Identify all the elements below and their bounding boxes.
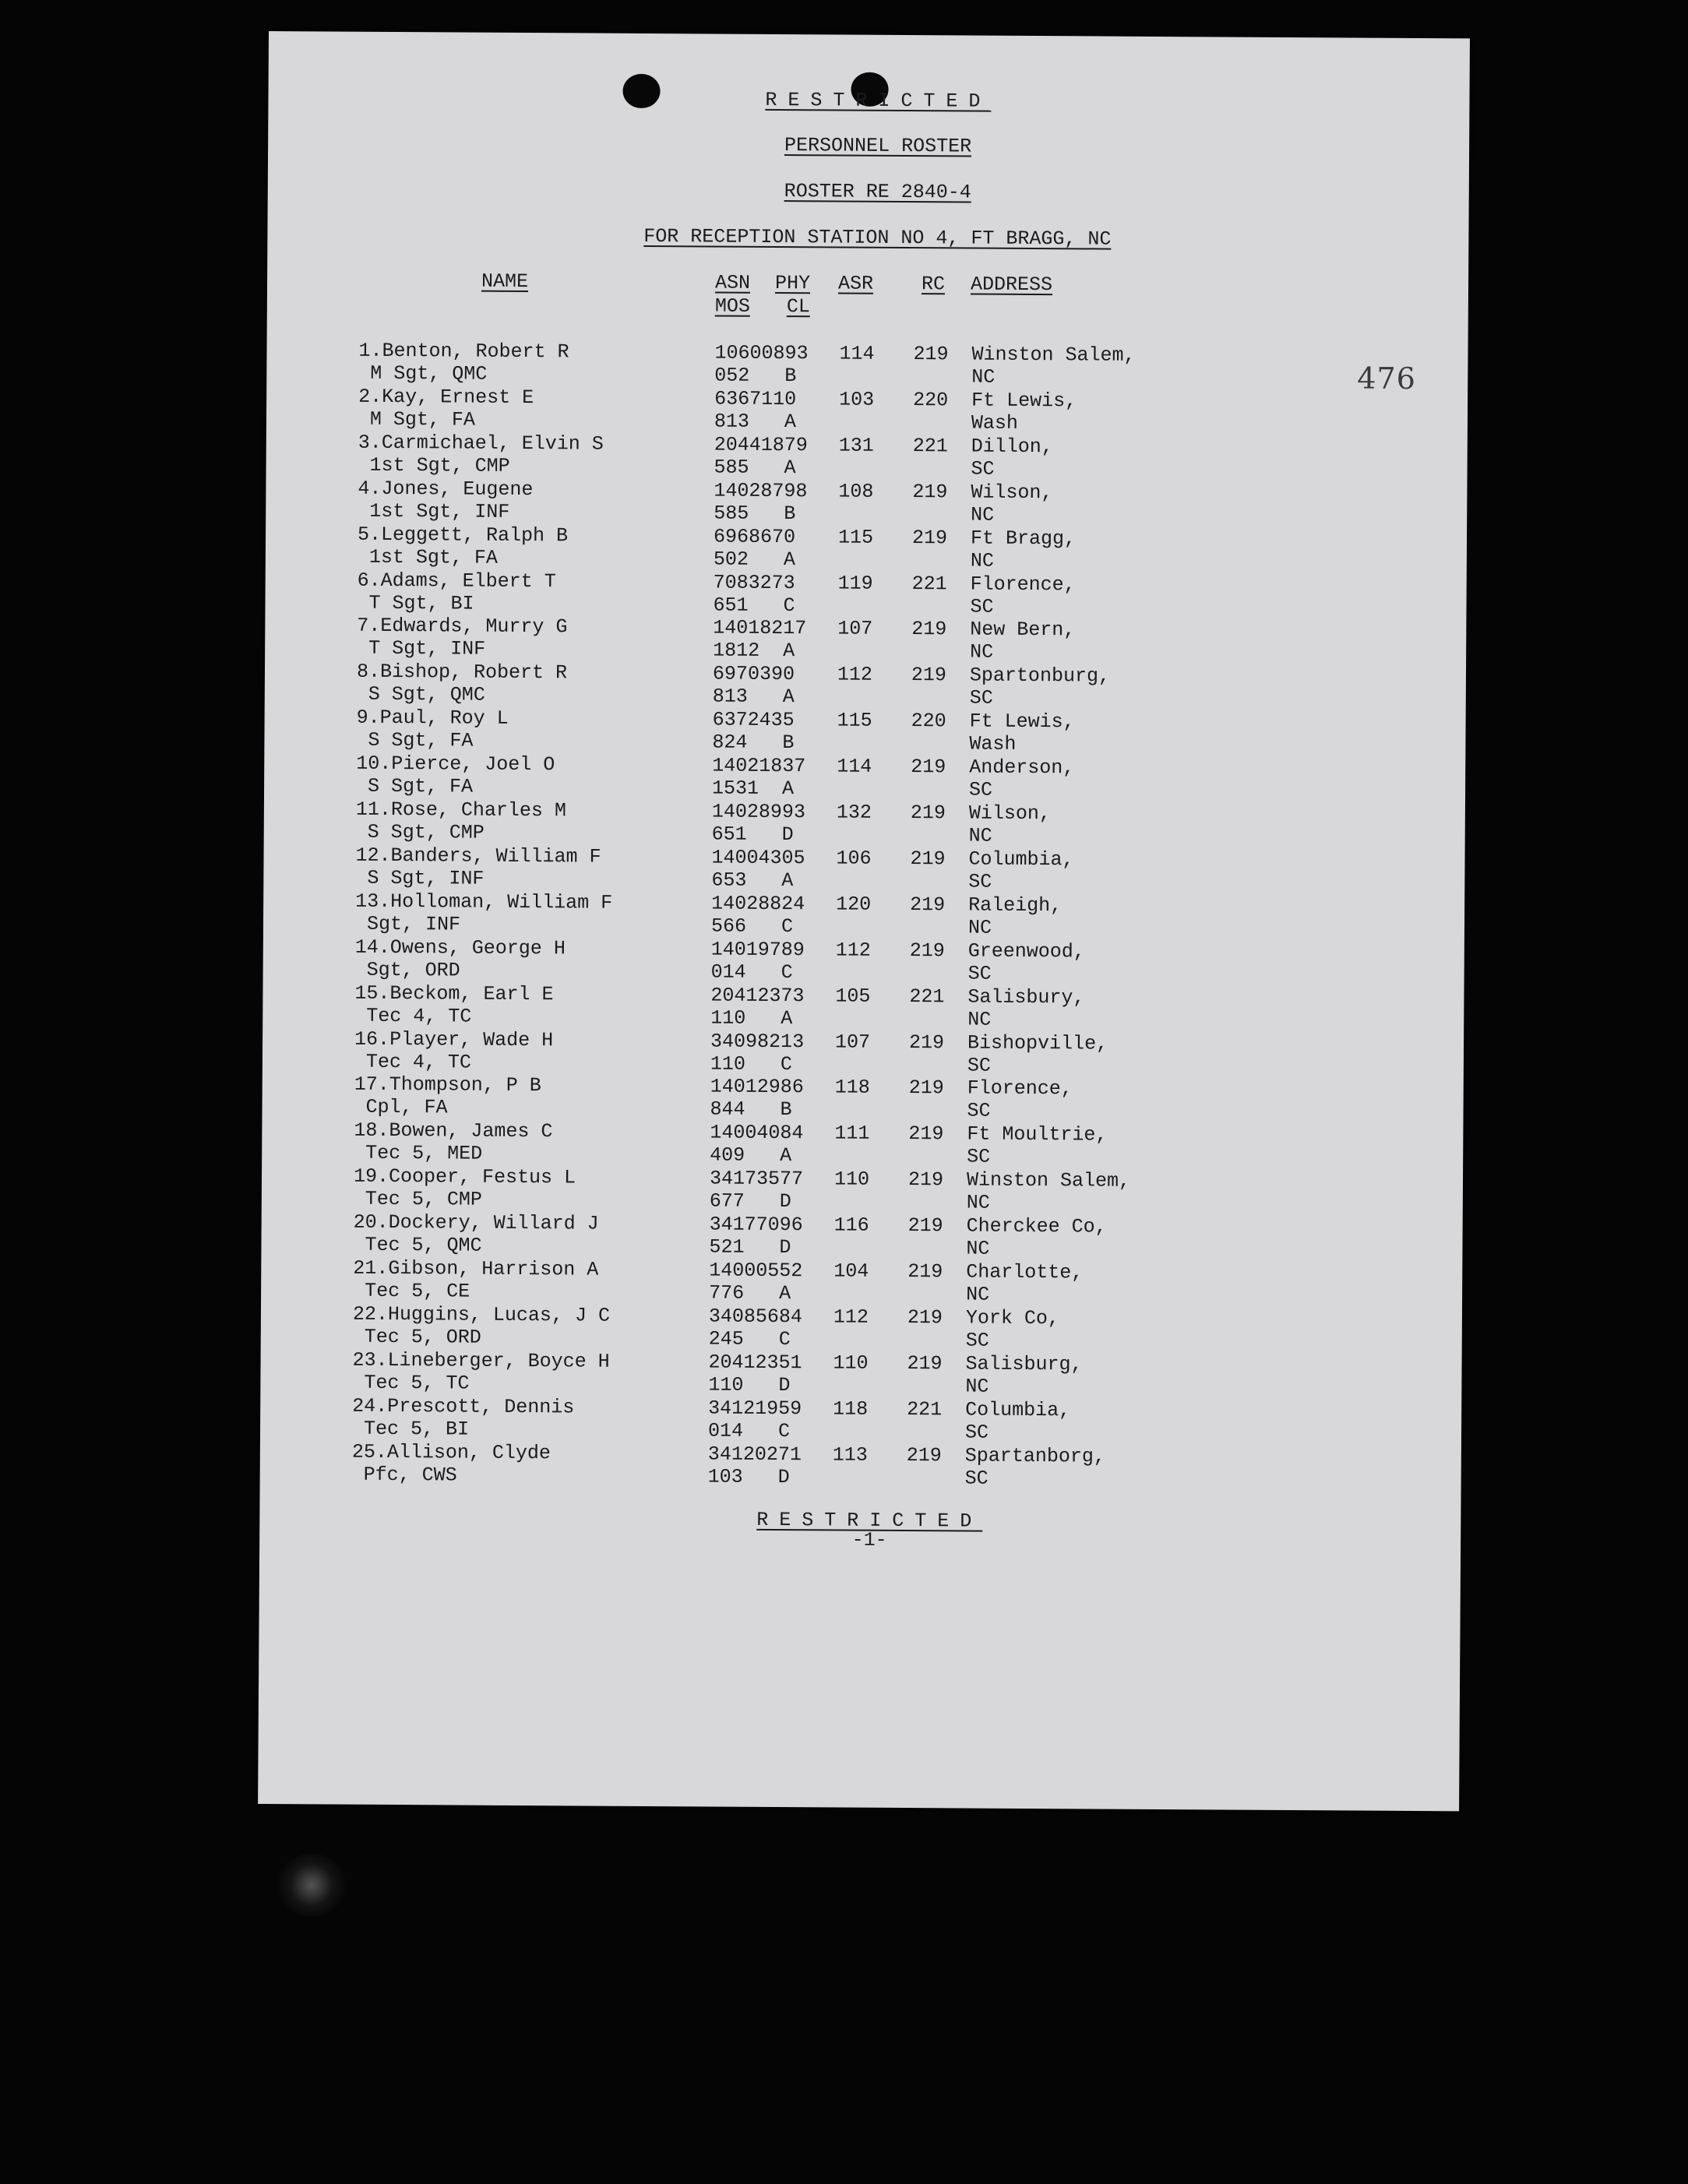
entry-name: 18.Bowen, James C <box>354 1118 553 1143</box>
table-row <box>266 385 1468 437</box>
entry-address-state: SC <box>969 686 993 710</box>
entry-address: Ft Bragg, <box>970 527 1077 550</box>
entry-asn: 34085684 <box>708 1305 803 1329</box>
table-row <box>265 568 1466 620</box>
entry-rc: 219 <box>908 1122 944 1146</box>
entry-asr: 112 <box>833 1305 869 1329</box>
entry-mos: 052 <box>714 364 750 387</box>
entry-rc: 220 <box>913 388 949 412</box>
entry-address: Ft Moultrie, <box>967 1122 1108 1147</box>
entry-asr: 111 <box>834 1122 870 1146</box>
entry-phy: A <box>781 868 794 893</box>
classification-top: RESTRICTED <box>765 88 992 113</box>
entry-name: 6.Adams, Elbert T <box>357 569 556 593</box>
entry-rc: 219 <box>908 1076 944 1100</box>
entry-asn: 14028993 <box>711 800 806 824</box>
entry-rc: 221 <box>907 1397 943 1421</box>
entry-rank: S Sgt, FA <box>368 728 474 752</box>
entry-mos: 1531 <box>711 777 759 800</box>
entry-rc: 219 <box>910 801 946 825</box>
entry-rc: 219 <box>911 756 946 779</box>
entry-asr: 112 <box>837 663 873 687</box>
entry-mos: 813 <box>712 685 748 709</box>
entry-asn: 14000552 <box>709 1259 803 1283</box>
entry-asr: 116 <box>833 1214 869 1237</box>
entry-name: 16.Player, Wade H <box>354 1027 554 1051</box>
entry-phy: D <box>781 823 794 847</box>
entry-phy: C <box>783 594 795 617</box>
entry-mos: 103 <box>707 1465 743 1488</box>
entry-rank: 1st Sgt, CMP <box>369 453 510 477</box>
entry-phy: A <box>784 410 797 434</box>
table-row <box>260 1394 1461 1446</box>
entry-address: Salisbury, <box>967 985 1085 1009</box>
entry-asr: 132 <box>836 801 872 824</box>
entry-mos: 844 <box>710 1097 745 1122</box>
entry-phy: A <box>783 548 795 571</box>
entry-asn: 20441879 <box>714 433 808 457</box>
entry-address-state: NC <box>966 1283 990 1306</box>
entry-mos: 014 <box>707 1419 744 1442</box>
entry-asr: 112 <box>835 939 871 962</box>
entry-name: 7.Edwards, Murry G <box>357 615 568 639</box>
entry-asr: 118 <box>834 1076 870 1100</box>
entry-phy: C <box>781 914 794 938</box>
entry-mos: 1812 <box>713 639 760 663</box>
table-row <box>264 798 1465 850</box>
entry-address-state: SC <box>967 1099 991 1123</box>
entry-address-state: NC <box>971 503 995 527</box>
page-number: -1- <box>851 1528 887 1552</box>
entry-asn: 6372435 <box>712 708 795 732</box>
table-row <box>264 706 1465 758</box>
entry-address-state: SC <box>964 1421 989 1444</box>
table-row <box>266 339 1468 391</box>
entry-rc: 219 <box>906 1443 942 1467</box>
entry-address: Cherckee Co, <box>966 1214 1107 1238</box>
entry-address-state: NC <box>967 1008 992 1031</box>
entry-asr: 115 <box>837 709 872 732</box>
entry-address: New Bern, <box>970 618 1076 642</box>
entry-address: York Co, <box>965 1306 1060 1330</box>
table-row <box>266 431 1468 483</box>
entry-mos: 566 <box>710 914 747 938</box>
entry-phy: C <box>778 1327 791 1351</box>
table-row <box>261 1302 1462 1354</box>
entry-asr: 107 <box>834 1030 871 1054</box>
entry-rc: 219 <box>910 893 946 917</box>
entry-asn: 34120271 <box>707 1442 802 1466</box>
entry-rank: Tec 5, MED <box>365 1142 483 1165</box>
entry-asr: 113 <box>832 1443 868 1467</box>
entry-address: Florence, <box>970 572 1076 596</box>
entry-mos: 409 <box>710 1143 745 1168</box>
entry-name: 19.Cooper, Festus L <box>353 1164 576 1189</box>
entry-name: 12.Banders, William F <box>355 844 601 868</box>
entry-name: 1.Benton, Robert R <box>358 339 569 364</box>
entry-name: 5.Leggett, Ralph B <box>357 523 569 547</box>
entry-address-state: SC <box>967 1054 992 1077</box>
document-subtitle: FOR RECEPTION STATION NO 4, FT BRAGG, NC <box>643 224 1112 251</box>
table-row <box>263 1027 1464 1079</box>
entry-address: Charlotte, <box>966 1260 1084 1284</box>
entry-address-state: SC <box>967 962 992 985</box>
entry-asr: 114 <box>837 755 872 778</box>
entry-name: 23.Lineberger, Boyce H <box>352 1348 610 1373</box>
entry-asn: 6367110 <box>714 387 797 411</box>
light-flare <box>277 1854 347 1916</box>
entry-asn: 14021837 <box>712 754 806 778</box>
entry-mos: 651 <box>711 823 747 846</box>
entry-asn: 34177096 <box>709 1213 803 1237</box>
entry-rc: 219 <box>912 480 948 504</box>
entry-phy: A <box>781 777 795 801</box>
entry-phy: A <box>780 1144 792 1168</box>
entry-rank: Tec 4, TC <box>365 1050 472 1074</box>
entry-phy: B <box>780 1098 792 1122</box>
entry-asr: 104 <box>833 1259 869 1283</box>
entry-asn: 34173577 <box>709 1167 804 1191</box>
entry-asn: 34121959 <box>708 1397 802 1420</box>
entry-rc: 219 <box>908 1030 945 1054</box>
entry-address-state: SC <box>970 595 994 618</box>
entry-rank: S Sgt, INF <box>367 866 485 890</box>
entry-name: 17.Thompson, P B <box>354 1073 541 1097</box>
entry-rank: M Sgt, QMC <box>370 361 488 386</box>
entry-phy: B <box>784 365 797 388</box>
entry-rank: Pfc, CWS <box>363 1463 457 1487</box>
table-row <box>266 523 1467 575</box>
entry-asr: 103 <box>839 388 875 411</box>
entry-mos: 653 <box>711 868 747 892</box>
entry-mos: 813 <box>714 410 750 433</box>
entry-name: 21.Gibson, Harrison A <box>353 1256 599 1281</box>
entry-asn: 14028824 <box>711 892 805 916</box>
header-mos: MOS <box>714 294 750 318</box>
entry-asr: 108 <box>838 480 874 503</box>
table-row <box>263 844 1464 896</box>
document-title: PERSONNEL ROSTER <box>784 134 972 158</box>
entry-rank: Tec 5, TC <box>364 1371 470 1395</box>
entry-address: Wilson, <box>971 481 1053 504</box>
table-row <box>262 1118 1463 1171</box>
entry-address-state: NC <box>967 916 992 939</box>
entry-rc: 219 <box>911 618 947 641</box>
entry-rank: Tec 5, ORD <box>364 1325 481 1349</box>
table-row <box>262 1164 1463 1217</box>
entry-mos: 502 <box>713 548 749 571</box>
entry-name: 25.Allison, Clyde <box>351 1440 551 1464</box>
entry-asr: 118 <box>833 1397 869 1421</box>
entry-rc: 220 <box>911 710 946 733</box>
entry-rc: 219 <box>907 1168 944 1192</box>
header-asn: ASN <box>714 271 751 294</box>
entry-address: Anderson, <box>969 756 1075 780</box>
entry-name: 10.Pierce, Joel O <box>356 752 555 777</box>
entry-mos: 824 <box>712 731 748 754</box>
entry-asn: 14028798 <box>714 479 808 502</box>
header-asr: ASR <box>837 272 874 295</box>
entry-mos: 245 <box>708 1327 744 1351</box>
entry-address: Salisburg, <box>965 1352 1083 1376</box>
entry-address: Greenwood, <box>967 939 1085 963</box>
entry-rc: 221 <box>912 434 948 458</box>
table-row <box>263 981 1464 1034</box>
entry-address: Ft Lewis, <box>969 710 1075 734</box>
entry-rank: T Sgt, BI <box>368 591 474 615</box>
entry-name: 13.Holloman, William F <box>355 889 613 914</box>
entry-name: 3.Carmichael, Elvin S <box>358 431 604 456</box>
entry-phy: D <box>778 1373 791 1397</box>
entry-name: 22.Huggins, Lucas, J C <box>352 1302 611 1327</box>
table-row <box>266 477 1467 529</box>
entry-address: Spartanborg, <box>964 1444 1105 1468</box>
entry-address-state: SC <box>967 1145 991 1168</box>
roster-id: ROSTER RE 2840-4 <box>784 180 971 204</box>
header-phy: PHY <box>774 271 811 295</box>
header-name: NAME <box>481 269 529 294</box>
entry-rc: 219 <box>909 939 945 963</box>
entry-mos: 110 <box>708 1373 744 1397</box>
entry-address-state: SC <box>971 457 995 481</box>
entry-name: 14.Owens, George H <box>354 935 566 960</box>
entry-rank: 1st Sgt, FA <box>368 545 498 569</box>
entry-address-state: SC <box>968 870 992 893</box>
classification-bottom: RESTRICTED <box>756 1508 983 1533</box>
entry-rank: Tec 4, TC <box>366 1004 472 1028</box>
entry-address-state: NC <box>966 1191 990 1214</box>
entry-phy: D <box>779 1236 791 1259</box>
entry-mos: 014 <box>710 960 746 984</box>
entry-rc: 219 <box>913 343 949 366</box>
entry-rc: 219 <box>907 1305 943 1330</box>
entry-rank: Tec 5, BI <box>363 1417 470 1441</box>
entry-mos: 776 <box>709 1281 745 1305</box>
table-row <box>263 889 1464 942</box>
entry-phy: D <box>777 1465 790 1488</box>
entry-rank: 1st Sgt, INF <box>369 499 510 523</box>
entry-phy: D <box>779 1190 791 1214</box>
entry-address: Winston Salem, <box>971 343 1136 367</box>
entry-address-state: Wash <box>969 732 1017 756</box>
entry-mos: 110 <box>710 1051 746 1076</box>
entry-asr: 119 <box>837 571 873 595</box>
entry-rc: 219 <box>911 664 947 687</box>
table-row <box>265 660 1466 712</box>
entry-address: Spartonburg, <box>969 664 1111 688</box>
entry-name: 4.Jones, Eugene <box>358 477 534 501</box>
entry-asn: 6968670 <box>713 525 796 548</box>
entry-rc: 219 <box>911 526 948 549</box>
entry-asn: 14004305 <box>711 846 805 870</box>
entry-rank: Sgt, INF <box>366 912 461 936</box>
entry-rank: S Sgt, FA <box>367 774 474 798</box>
entry-address: Wilson, <box>968 801 1052 826</box>
entry-address-state: NC <box>971 365 996 389</box>
table-row <box>260 1440 1461 1492</box>
entry-asn: 14012986 <box>710 1075 804 1099</box>
entry-rank: Tec 5, CMP <box>365 1187 482 1211</box>
entry-rank: Tec 5, QMC <box>365 1233 482 1257</box>
entry-asn: 7083273 <box>713 570 795 594</box>
entry-address-state: SC <box>965 1329 989 1352</box>
entry-asn: 14018217 <box>713 616 807 640</box>
entry-rank: S Sgt, CMP <box>367 820 485 844</box>
entry-rc: 219 <box>907 1214 943 1238</box>
entry-rank: T Sgt, INF <box>368 637 486 661</box>
entry-name: 11.Rose, Charles M <box>355 798 567 823</box>
entry-asn: 14019789 <box>710 938 805 961</box>
entry-asr: 131 <box>838 434 874 457</box>
entry-asn: 6970390 <box>712 662 795 686</box>
entry-address-state: NC <box>966 1237 990 1260</box>
archive-stamp-number: 476 <box>1357 361 1416 396</box>
entry-asr: 120 <box>836 893 872 916</box>
entry-name: 15.Beckom, Earl E <box>354 981 554 1006</box>
table-row <box>261 1210 1462 1263</box>
entry-address-state: NC <box>968 824 992 847</box>
entry-address: Ft Lewis, <box>971 389 1077 413</box>
entry-mos: 677 <box>709 1189 745 1213</box>
entry-asn: 14004084 <box>710 1121 804 1145</box>
entry-rc: 221 <box>909 985 945 1008</box>
entry-address-state: Wash <box>971 411 1019 435</box>
entry-address: Dillon, <box>971 435 1053 458</box>
entry-asr: 110 <box>833 1168 870 1191</box>
entry-asn: 10600893 <box>714 341 809 365</box>
entry-rank: M Sgt, FA <box>369 407 476 432</box>
entry-rc: 219 <box>907 1351 943 1376</box>
entry-phy: C <box>780 1052 793 1076</box>
entry-phy: A <box>783 639 795 663</box>
entry-rank: S Sgt, QMC <box>368 683 485 707</box>
entry-address-state: SC <box>968 778 993 801</box>
entry-address: Columbia, <box>965 1398 1071 1422</box>
roster-page <box>258 31 1470 1811</box>
entry-asr: 106 <box>836 847 872 870</box>
table-row <box>263 935 1464 988</box>
entry-asr: 110 <box>833 1351 869 1375</box>
table-row <box>260 1348 1461 1400</box>
entry-address-state: NC <box>965 1375 989 1398</box>
entry-phy: A <box>782 685 795 709</box>
entry-name: 9.Paul, Roy L <box>356 706 509 731</box>
table-row <box>262 1073 1463 1125</box>
entry-rank: Sgt, ORD <box>366 958 460 982</box>
entry-asr: 105 <box>835 985 871 1008</box>
entry-address: Winston Salem, <box>966 1168 1131 1192</box>
entry-rc: 221 <box>911 572 947 595</box>
entry-rc: 219 <box>910 847 946 871</box>
entry-asn: 34098213 <box>710 1029 805 1053</box>
entry-phy: A <box>781 1006 793 1030</box>
entry-address-state: NC <box>970 549 994 572</box>
entry-asn: 20412373 <box>710 984 805 1007</box>
entry-phy: A <box>784 456 796 479</box>
entry-mos: 651 <box>713 593 749 617</box>
entry-phy: C <box>777 1419 791 1442</box>
entry-asr: 107 <box>837 617 873 641</box>
entry-name: 24.Prescott, Dennis <box>352 1394 575 1419</box>
entry-asn: 20412351 <box>708 1351 802 1375</box>
entry-mos: 110 <box>710 1006 746 1030</box>
entry-phy: B <box>782 731 795 755</box>
header-address: ADDRESS <box>970 273 1053 297</box>
entry-rank: Cpl, FA <box>365 1096 448 1119</box>
entry-asr: 115 <box>837 526 874 549</box>
entry-mos: 585 <box>714 502 749 525</box>
entry-address: Raleigh, <box>968 893 1062 918</box>
entry-mos: 521 <box>709 1235 745 1259</box>
entry-phy: A <box>779 1282 791 1305</box>
entry-address: Columbia, <box>968 847 1074 872</box>
table-row <box>265 614 1466 666</box>
table-row <box>264 752 1465 804</box>
header-rc: RC <box>921 273 946 296</box>
entry-mos: 585 <box>714 456 749 479</box>
entry-address-state: SC <box>964 1467 988 1490</box>
entry-address: Florence, <box>967 1076 1073 1101</box>
entry-name: 2.Kay, Ernest E <box>358 385 534 409</box>
entry-rc: 219 <box>907 1260 943 1284</box>
entry-rank: Tec 5, CE <box>365 1279 470 1303</box>
entry-address-state: NC <box>970 640 994 664</box>
entry-name: 8.Bishop, Robert R <box>356 660 568 685</box>
entry-phy: C <box>781 960 793 984</box>
table-row <box>261 1256 1462 1309</box>
entry-asr: 114 <box>839 342 875 365</box>
header-cl: CL <box>786 295 810 319</box>
entry-name: 20.Dockery, Willard J <box>353 1210 599 1235</box>
entry-address: Bishopville, <box>967 1031 1108 1055</box>
entry-phy: B <box>784 502 796 525</box>
